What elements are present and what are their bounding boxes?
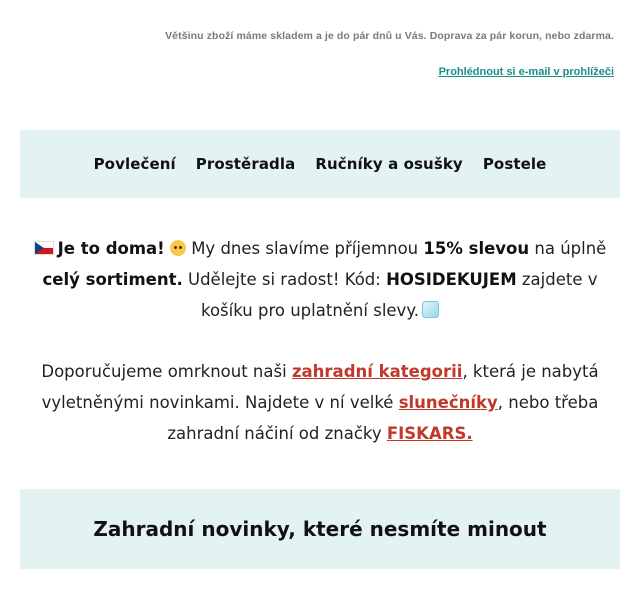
promo-paragraph [20,233,620,326]
promo-text-4: zajdete v košíku pro uplatnění slevy. [201,270,598,320]
parasols-link[interactable]: slunečníky [398,393,498,412]
promo-text-2: na úplně [529,239,607,258]
promo-scope: celý sortiment. [42,270,183,289]
view-in-browser-link[interactable]: Prohlédnout si e-mail v prohlížeči [438,66,614,78]
ice-cube-icon [422,301,439,318]
promo-headline: Je to doma! [57,239,165,258]
pleading-face-icon [170,240,186,256]
section-title: Zahradní novinky, které nesmíte minout [20,489,620,569]
garden-category-link[interactable]: zahradní kategorii [291,362,463,381]
fiskars-link[interactable]: FISKARS. [386,424,473,443]
promo-text-3: Udělejte si radost! Kód: [182,270,387,289]
recommend-text-2: , která je nabytá vyletněnými novinkami. Najdete v ní velké [41,362,599,412]
category-nav [20,130,620,198]
nav-item-rucniky[interactable]: Ručníky a osušky [315,155,463,173]
recommend-text-1: Doporučujeme omrknout naši [41,362,292,381]
nav-item-prosteradla[interactable]: Prostěradla [195,155,296,173]
czech-flag-icon [34,241,54,255]
promo-code: HOSIDEKUJEM [386,270,517,289]
promo-text-1: My dnes slavíme příjemnou [185,239,424,258]
promo-discount: 15% slevou [423,239,530,258]
nav-item-povleceni[interactable]: Povlečení [93,155,176,173]
recommend-paragraph [20,356,620,449]
preheader-text: Většinu zboží máme skladem a je do pár dnů u Vás. Doprava za pár korun, nebo zdarma. [165,30,614,42]
recommend-text-3: , nebo třeba zahradní náčiní od značky [167,393,599,443]
nav-item-postele[interactable]: Postele [482,155,547,173]
